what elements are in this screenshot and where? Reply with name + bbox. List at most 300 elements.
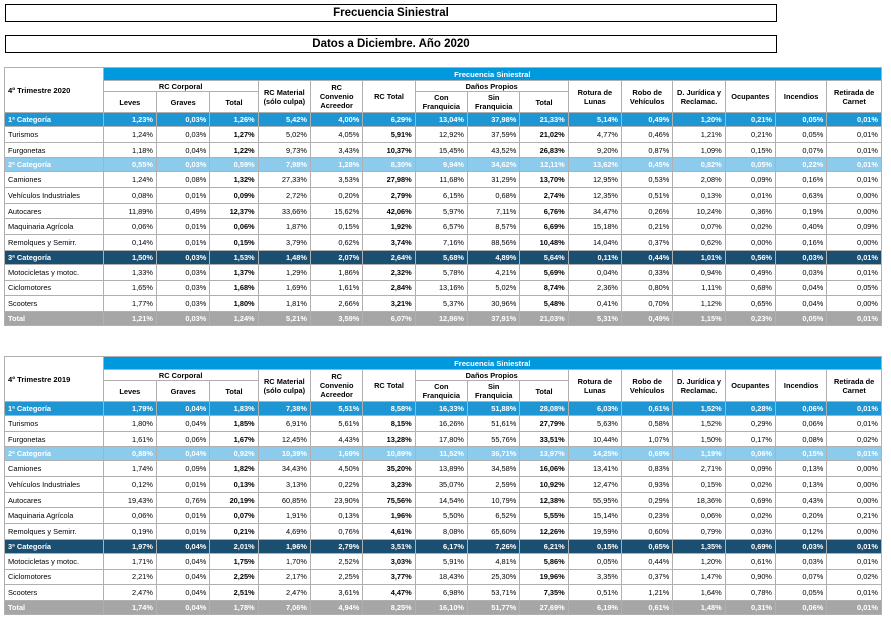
table-cell: 10,48% <box>520 235 568 251</box>
table-row <box>5 492 882 508</box>
table-cell: 1,87% <box>258 219 310 235</box>
table-cell: 0,55% <box>103 158 156 172</box>
table-cell: 8,25% <box>363 600 415 614</box>
table-cell: 0,82% <box>673 158 725 172</box>
table-cell: 16,06% <box>520 461 568 477</box>
table-cell: 1,19% <box>673 447 725 461</box>
table-cell: 1,79% <box>103 402 156 416</box>
table-cell: 0,03% <box>156 250 209 264</box>
table-cell: 3,77% <box>363 569 415 585</box>
table-cell: 4,47% <box>363 585 415 601</box>
table-cell: 36,71% <box>468 447 520 461</box>
table-cell: 1,96% <box>258 539 310 553</box>
table-cell: 18,43% <box>415 569 467 585</box>
table-cell: 1,50% <box>103 250 156 264</box>
table-row <box>5 447 882 461</box>
table-cell: 1,92% <box>363 219 415 235</box>
table-cell: 2,47% <box>258 585 310 601</box>
table-cell: 0,07% <box>776 569 827 585</box>
table-cell: 5,51% <box>310 402 362 416</box>
table-cell: 1,28% <box>310 158 362 172</box>
table-cell: 10,37% <box>363 142 415 158</box>
table-cell: 0,65% <box>622 539 673 553</box>
row-label: Turismos <box>5 416 104 432</box>
table-cell: 0,01% <box>827 311 882 325</box>
table-cell: 20,19% <box>210 492 258 508</box>
table-cell: 0,04% <box>156 585 209 601</box>
table-cell: 0,05% <box>568 553 621 569</box>
row-label: Maquinaria Agrícola <box>5 219 104 235</box>
table-cell: 0,23% <box>622 508 673 524</box>
table-cell: 0,21% <box>827 508 882 524</box>
table-row <box>5 585 882 601</box>
table-cell: 2,66% <box>310 296 362 312</box>
table-cell: 0,60% <box>622 524 673 540</box>
table-cell: 14,25% <box>568 447 621 461</box>
frequency-table-2019 <box>4 356 882 615</box>
table-cell: 1,15% <box>673 311 725 325</box>
table-cell: 0,68% <box>725 280 775 296</box>
table-cell: 2,79% <box>363 188 415 204</box>
table-cell: 3,43% <box>310 142 362 158</box>
table-cell: 0,21% <box>725 127 775 143</box>
table-cell: 1,91% <box>258 508 310 524</box>
table-cell: 0,63% <box>776 188 827 204</box>
table-cell: 1,48% <box>258 250 310 264</box>
table-cell: 4,89% <box>468 250 520 264</box>
table-cell: 0,19% <box>776 203 827 219</box>
table-cell: 3,74% <box>363 235 415 251</box>
table-cell: 6,69% <box>520 219 568 235</box>
table-cell: 1,70% <box>258 553 310 569</box>
table-cell: 0,00% <box>827 188 882 204</box>
table-cell: 3,21% <box>363 296 415 312</box>
table-cell: 4,50% <box>310 461 362 477</box>
table-cell: 34,58% <box>468 461 520 477</box>
row-label: Vehículos Industriales <box>5 477 104 493</box>
table-cell: 0,00% <box>827 477 882 493</box>
table-cell: 5,42% <box>258 113 310 127</box>
table-cell: 0,01% <box>827 172 882 188</box>
table-cell: 27,79% <box>520 416 568 432</box>
retirada-carnet-header: Retirada de Carnet <box>827 370 882 402</box>
table-cell: 10,39% <box>258 447 310 461</box>
table-cell: 1,20% <box>673 553 725 569</box>
table-cell: 0,53% <box>622 172 673 188</box>
table-cell: 0,23% <box>725 311 775 325</box>
table-cell: 1,09% <box>673 142 725 158</box>
table-cell: 5,64% <box>520 250 568 264</box>
table-cell: 17,80% <box>415 431 467 447</box>
table-cell: 0,04% <box>156 539 209 553</box>
table-cell: 13,28% <box>363 431 415 447</box>
table-cell: 0,09% <box>725 461 775 477</box>
table-cell: 0,00% <box>725 235 775 251</box>
table-cell: 21,33% <box>520 113 568 127</box>
rotura-lunas-header: Rotura de Lunas <box>568 81 621 113</box>
table-cell: 2,25% <box>210 569 258 585</box>
table-cell: 0,56% <box>725 250 775 264</box>
row-label: 1ª Categoría <box>5 402 104 416</box>
table-cell: 2,32% <box>363 264 415 280</box>
table-cell: 3,23% <box>363 477 415 493</box>
retirada-carnet-header: Retirada de Carnet <box>827 81 882 113</box>
table-cell: 1,07% <box>622 431 673 447</box>
table-cell: 6,03% <box>568 402 621 416</box>
table-cell: 37,59% <box>468 127 520 143</box>
table-cell: 3,61% <box>310 585 362 601</box>
table-cell: 23,90% <box>310 492 362 508</box>
table-cell: 0,59% <box>210 158 258 172</box>
table-cell: 5,50% <box>415 508 467 524</box>
table-cell: 2,21% <box>103 569 156 585</box>
table-cell: 15,62% <box>310 203 362 219</box>
table-cell: 0,37% <box>622 569 673 585</box>
table-cell: 5,21% <box>258 311 310 325</box>
table-cell: 0,02% <box>827 569 882 585</box>
table-cell: 0,69% <box>622 447 673 461</box>
table-cell: 1,47% <box>673 569 725 585</box>
table-cell: 0,19% <box>103 524 156 540</box>
table-cell: 6,91% <box>258 416 310 432</box>
table-cell: 33,66% <box>258 203 310 219</box>
report-title: Frecuencia Siniestral <box>5 4 777 22</box>
table-cell: 0,22% <box>310 477 362 493</box>
table-cell: 5,91% <box>415 553 467 569</box>
table-cell: 13,16% <box>415 280 467 296</box>
table-cell: 8,15% <box>363 416 415 432</box>
table-cell: 8,57% <box>468 219 520 235</box>
table-cell: 6,76% <box>520 203 568 219</box>
row-label: Turismos <box>5 127 104 143</box>
table-cell: 0,65% <box>725 296 775 312</box>
table-row <box>5 569 882 585</box>
table-cell: 0,16% <box>776 235 827 251</box>
frequency-header: Frecuencia Siniestral <box>103 357 881 370</box>
table-cell: 13,04% <box>415 113 467 127</box>
table-cell: 21,03% <box>520 311 568 325</box>
table-cell: 6,29% <box>363 113 415 127</box>
table-row <box>5 235 882 251</box>
table-cell: 0,29% <box>622 492 673 508</box>
table-row <box>5 477 882 493</box>
table-cell: 8,58% <box>363 402 415 416</box>
table-cell: 28,08% <box>520 402 568 416</box>
table-cell: 2,08% <box>673 172 725 188</box>
row-label: Furgonetas <box>5 431 104 447</box>
table-cell: 12,38% <box>520 492 568 508</box>
table-cell: 2,79% <box>310 539 362 553</box>
rc-convenio-header: RC Convenio Acreedor <box>310 81 362 113</box>
table-cell: 1,67% <box>210 431 258 447</box>
rc-material-header: RC Material (sólo culpa) <box>258 81 310 113</box>
table-cell: 0,76% <box>310 524 362 540</box>
table-cell: 4,00% <box>310 113 362 127</box>
table-cell: 0,03% <box>776 250 827 264</box>
table-cell: 0,01% <box>156 219 209 235</box>
table-cell: 0,02% <box>725 508 775 524</box>
table-cell: 0,05% <box>776 311 827 325</box>
table-cell: 7,98% <box>258 158 310 172</box>
table-cell: 10,79% <box>468 492 520 508</box>
danos-propios-header: Daños Propios <box>415 81 568 92</box>
table-cell: 1,96% <box>363 508 415 524</box>
table-cell: 0,21% <box>622 219 673 235</box>
row-label: 3ª Categoría <box>5 250 104 264</box>
table-cell: 1,33% <box>103 264 156 280</box>
table-cell: 4,81% <box>468 553 520 569</box>
table-cell: 0,04% <box>156 416 209 432</box>
table-cell: 65,60% <box>468 524 520 540</box>
table-cell: 0,49% <box>622 311 673 325</box>
table-cell: 3,35% <box>568 569 621 585</box>
table-cell: 1,26% <box>210 113 258 127</box>
table-cell: 1,52% <box>673 402 725 416</box>
table-cell: 0,16% <box>776 172 827 188</box>
table-cell: 18,36% <box>673 492 725 508</box>
table-cell: 9,20% <box>568 142 621 158</box>
table-cell: 1,01% <box>673 250 725 264</box>
table-cell: 1,64% <box>673 585 725 601</box>
table-row <box>5 219 882 235</box>
table-cell: 0,09% <box>827 219 882 235</box>
rc-total-header: RC Total <box>363 81 415 113</box>
table-cell: 0,04% <box>156 600 209 614</box>
table-cell: 0,08% <box>103 188 156 204</box>
table-cell: 0,01% <box>827 447 882 461</box>
table-cell: 4,77% <box>568 127 621 143</box>
table-cell: 7,26% <box>468 539 520 553</box>
table-cell: 0,04% <box>156 569 209 585</box>
table-cell: 0,12% <box>103 477 156 493</box>
table-cell: 2,17% <box>258 569 310 585</box>
table-cell: 6,21% <box>520 539 568 553</box>
table-cell: 4,94% <box>310 600 362 614</box>
table-cell: 0,58% <box>622 416 673 432</box>
ocupantes-header: Ocupantes <box>725 370 775 402</box>
row-label: Scooters <box>5 296 104 312</box>
table-cell: 2,51% <box>210 585 258 601</box>
table-cell: 27,69% <box>520 600 568 614</box>
table-cell: 0,13% <box>776 461 827 477</box>
graves-header: Graves <box>156 381 209 402</box>
table-cell: 5,14% <box>568 113 621 127</box>
table-cell: 2,74% <box>520 188 568 204</box>
table-cell: 0,51% <box>622 188 673 204</box>
table-cell: 4,61% <box>363 524 415 540</box>
table-cell: 12,26% <box>520 524 568 540</box>
table-cell: 2,72% <box>258 188 310 204</box>
table-cell: 0,29% <box>725 416 775 432</box>
table-cell: 27,33% <box>258 172 310 188</box>
table-row <box>5 188 882 204</box>
table-row <box>5 416 882 432</box>
table-cell: 7,38% <box>258 402 310 416</box>
table-cell: 0,03% <box>156 158 209 172</box>
leves-header: Leves <box>103 381 156 402</box>
table-cell: 25,30% <box>468 569 520 585</box>
table-cell: 19,43% <box>103 492 156 508</box>
table-cell: 0,01% <box>827 600 882 614</box>
table-cell: 0,28% <box>725 402 775 416</box>
table-cell: 12,92% <box>415 127 467 143</box>
table-cell: 51,88% <box>468 402 520 416</box>
table-cell: 0,78% <box>725 585 775 601</box>
table-cell: 26,83% <box>520 142 568 158</box>
table-cell: 1,80% <box>103 416 156 432</box>
table-cell: 1,86% <box>310 264 362 280</box>
rc-corporal-total-header: Total <box>210 92 258 113</box>
table-cell: 12,47% <box>568 477 621 493</box>
table-cell: 3,59% <box>310 311 362 325</box>
table-cell: 3,79% <box>258 235 310 251</box>
table-cell: 1,82% <box>210 461 258 477</box>
table-cell: 13,62% <box>568 158 621 172</box>
table-cell: 0,21% <box>725 113 775 127</box>
table-cell: 0,62% <box>310 235 362 251</box>
table-cell: 0,12% <box>776 524 827 540</box>
table-cell: 1,37% <box>210 264 258 280</box>
table-cell: 0,49% <box>156 203 209 219</box>
table-cell: 1,65% <box>103 280 156 296</box>
table-cell: 1,75% <box>210 553 258 569</box>
leves-header: Leves <box>103 92 156 113</box>
table-row <box>5 311 882 325</box>
table-cell: 0,01% <box>827 264 882 280</box>
table-cell: 2,52% <box>310 553 362 569</box>
row-label: Autocares <box>5 492 104 508</box>
table-cell: 0,07% <box>210 508 258 524</box>
header-row-top <box>5 68 882 81</box>
table-cell: 0,01% <box>156 477 209 493</box>
table-cell: 0,00% <box>827 203 882 219</box>
table-cell: 0,01% <box>156 524 209 540</box>
table-cell: 10,92% <box>520 477 568 493</box>
table-cell: 88,56% <box>468 235 520 251</box>
table-cell: 0,70% <box>622 296 673 312</box>
table-cell: 12,37% <box>210 203 258 219</box>
table-row <box>5 553 882 569</box>
table-cell: 0,15% <box>210 235 258 251</box>
table-cell: 1,20% <box>673 113 725 127</box>
frequency-table-2020 <box>4 67 882 326</box>
table-cell: 0,20% <box>776 508 827 524</box>
table-row <box>5 127 882 143</box>
table-cell: 0,90% <box>725 569 775 585</box>
row-label: Total <box>5 311 104 325</box>
table-cell: 55,76% <box>468 431 520 447</box>
danos-propios-total-header: Total <box>520 381 568 402</box>
rc-corporal-header: RC Corporal <box>103 81 258 92</box>
table-row <box>5 172 882 188</box>
row-label: Motocicletas y motoc. <box>5 553 104 569</box>
table-cell: 0,13% <box>776 477 827 493</box>
rotura-lunas-header: Rotura de Lunas <box>568 370 621 402</box>
table-cell: 0,79% <box>673 524 725 540</box>
table-cell: 0,04% <box>156 402 209 416</box>
table-cell: 1,78% <box>210 600 258 614</box>
header-row-top <box>5 357 882 370</box>
table-cell: 6,07% <box>363 311 415 325</box>
table-cell: 0,20% <box>310 188 362 204</box>
table-cell: 0,06% <box>673 508 725 524</box>
table-cell: 0,51% <box>568 585 621 601</box>
row-label: Maquinaria Agrícola <box>5 508 104 524</box>
table-cell: 14,04% <box>568 235 621 251</box>
table-cell: 0,37% <box>622 235 673 251</box>
table-cell: 1,85% <box>210 416 258 432</box>
table-cell: 0,03% <box>776 539 827 553</box>
table-cell: 37,98% <box>468 113 520 127</box>
table-cell: 7,06% <box>258 600 310 614</box>
table-cell: 10,44% <box>568 431 621 447</box>
table-cell: 0,01% <box>827 402 882 416</box>
table-cell: 0,61% <box>725 553 775 569</box>
table-cell: 0,15% <box>673 477 725 493</box>
table-cell: 0,03% <box>725 524 775 540</box>
table-cell: 1,22% <box>210 142 258 158</box>
table-cell: 0,01% <box>827 416 882 432</box>
table-cell: 16,26% <box>415 416 467 432</box>
table-cell: 4,69% <box>258 524 310 540</box>
table-cell: 9,73% <box>258 142 310 158</box>
table-cell: 5,69% <box>520 264 568 280</box>
table-cell: 1,71% <box>103 553 156 569</box>
table-cell: 0,05% <box>776 113 827 127</box>
table-cell: 51,61% <box>468 416 520 432</box>
table-cell: 19,59% <box>568 524 621 540</box>
table-cell: 0,04% <box>776 280 827 296</box>
table-cell: 0,07% <box>673 219 725 235</box>
table-cell: 0,06% <box>103 219 156 235</box>
table-cell: 2,36% <box>568 280 621 296</box>
report-subtitle: Datos a Diciembre. Año 2020 <box>5 35 777 53</box>
table-cell: 53,71% <box>468 585 520 601</box>
table-cell: 0,26% <box>622 203 673 219</box>
table-cell: 0,01% <box>827 158 882 172</box>
table-cell: 1,50% <box>673 431 725 447</box>
table-row <box>5 203 882 219</box>
table-cell: 10,24% <box>673 203 725 219</box>
header-row-groups <box>5 81 882 92</box>
table-cell: 51,77% <box>468 600 520 614</box>
table-cell: 0,01% <box>827 585 882 601</box>
table-cell: 0,02% <box>725 477 775 493</box>
table-cell: 0,05% <box>776 585 827 601</box>
row-label: Ciclomotores <box>5 569 104 585</box>
table-cell: 6,15% <box>415 188 467 204</box>
table-cell: 0,93% <box>622 477 673 493</box>
table-cell: 1,61% <box>103 431 156 447</box>
row-label: Scooters <box>5 585 104 601</box>
table-cell: 13,41% <box>568 461 621 477</box>
table-cell: 33,51% <box>520 431 568 447</box>
table-cell: 1,61% <box>310 280 362 296</box>
table-cell: 5,78% <box>415 264 467 280</box>
table-cell: 0,36% <box>725 203 775 219</box>
robo-vehiculos-header: Robo de Vehículos <box>622 370 673 402</box>
graves-header: Graves <box>156 92 209 113</box>
table-cell: 0,06% <box>156 431 209 447</box>
table-cell: 0,15% <box>310 219 362 235</box>
table-cell: 0,03% <box>156 311 209 325</box>
sin-franquicia-header: Sin Franquicia <box>468 92 520 113</box>
table-cell: 34,43% <box>258 461 310 477</box>
table-cell: 2,64% <box>363 250 415 264</box>
table-cell: 5,48% <box>520 296 568 312</box>
table-cell: 0,01% <box>827 539 882 553</box>
table-cell: 6,57% <box>415 219 467 235</box>
